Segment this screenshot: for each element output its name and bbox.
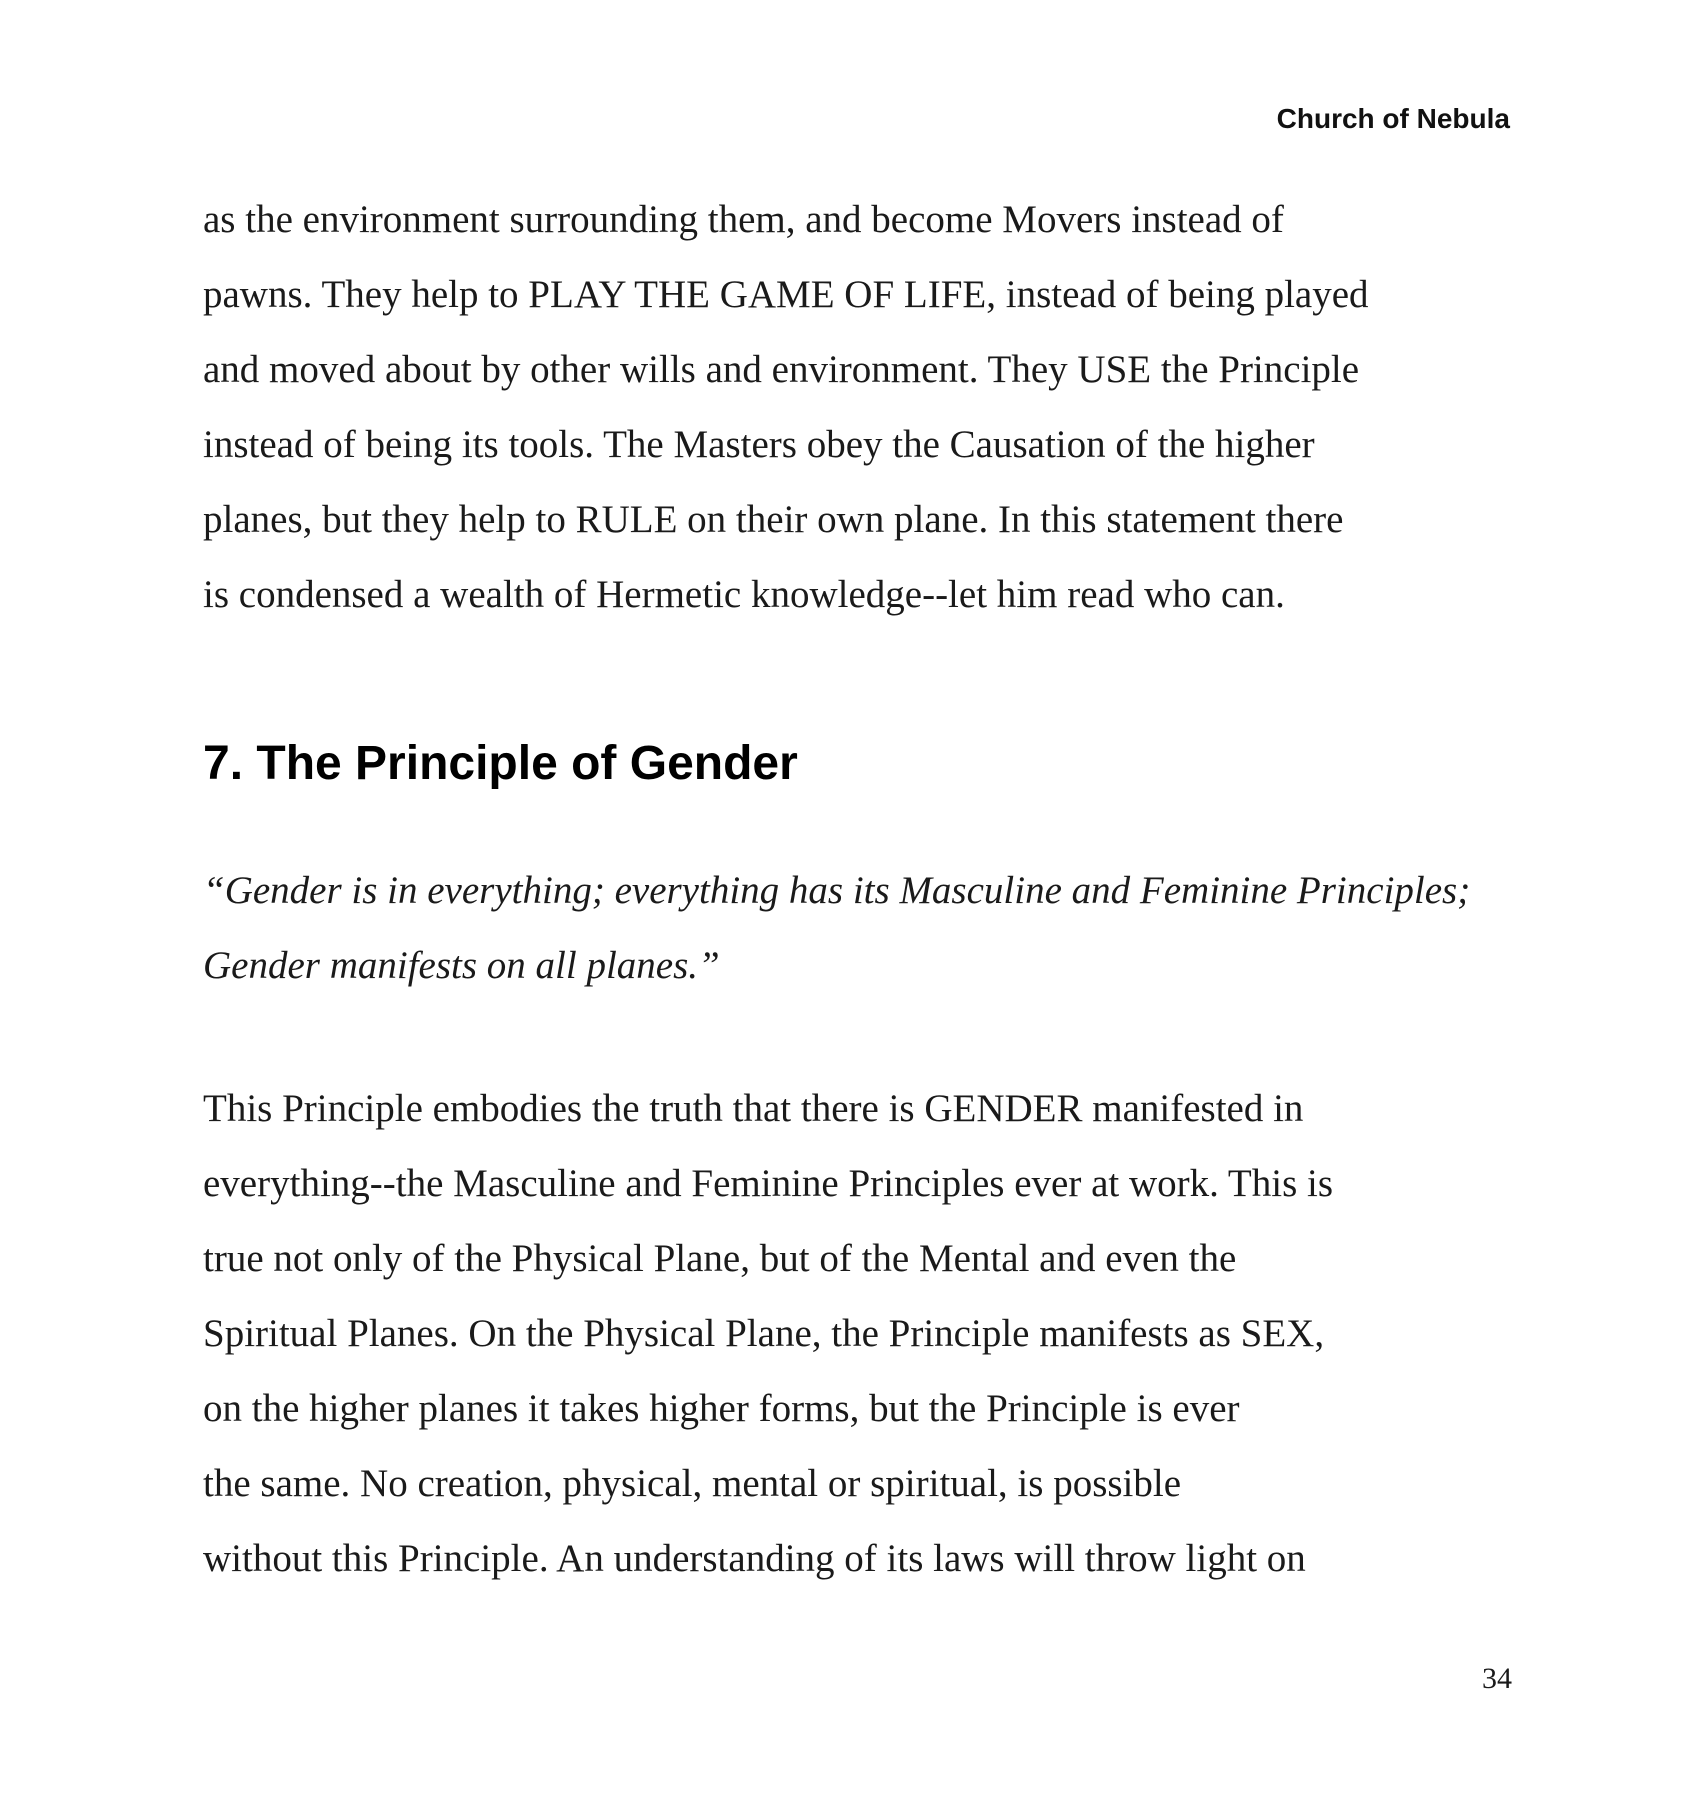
quote-line: Gender manifests on all planes.” bbox=[203, 944, 720, 987]
paragraph-2-line: everything--the Masculine and Feminine Principles ever at work. This is bbox=[203, 1162, 1334, 1205]
paragraph-1-line: as the environment surrounding them, and become Movers instead of bbox=[203, 198, 1284, 241]
paragraph-1-line: and moved about by other wills and environment. They USE the Principle bbox=[203, 348, 1360, 391]
paragraph-2-line: Spiritual Planes. On the Physical Plane, the Principle manifests as SEX, bbox=[203, 1312, 1325, 1355]
paragraph-2-line: without this Principle. An understanding of its laws will throw light on bbox=[203, 1537, 1306, 1580]
paragraph-1-line: pawns. They help to PLAY THE GAME OF LIFE, instead of being played bbox=[203, 273, 1369, 316]
paragraph-1-line: planes, but they help to RULE on their own plane. In this statement there bbox=[203, 498, 1344, 541]
section-heading: 7. The Principle of Gender bbox=[203, 737, 798, 790]
paragraph-1-line: instead of being its tools. The Masters obey the Causation of the higher bbox=[203, 423, 1315, 466]
paragraph-2-line: on the higher planes it takes higher forms, but the Principle is ever bbox=[203, 1387, 1240, 1430]
paragraph-2-line: This Principle embodies the truth that there is GENDER manifested in bbox=[203, 1087, 1304, 1130]
paragraph-1-line: is condensed a wealth of Hermetic knowledge--let him read who can. bbox=[203, 573, 1285, 616]
paragraph-2-line: true not only of the Physical Plane, but of the Mental and even the bbox=[203, 1237, 1237, 1280]
page-number: 34 bbox=[1482, 1662, 1512, 1695]
running-header: Church of Nebula bbox=[1276, 103, 1510, 134]
paragraph-2-line: the same. No creation, physical, mental or spiritual, is possible bbox=[203, 1462, 1182, 1505]
quote-line: “Gender is in everything; everything has its Masculine and Feminine Principles; bbox=[203, 869, 1471, 912]
